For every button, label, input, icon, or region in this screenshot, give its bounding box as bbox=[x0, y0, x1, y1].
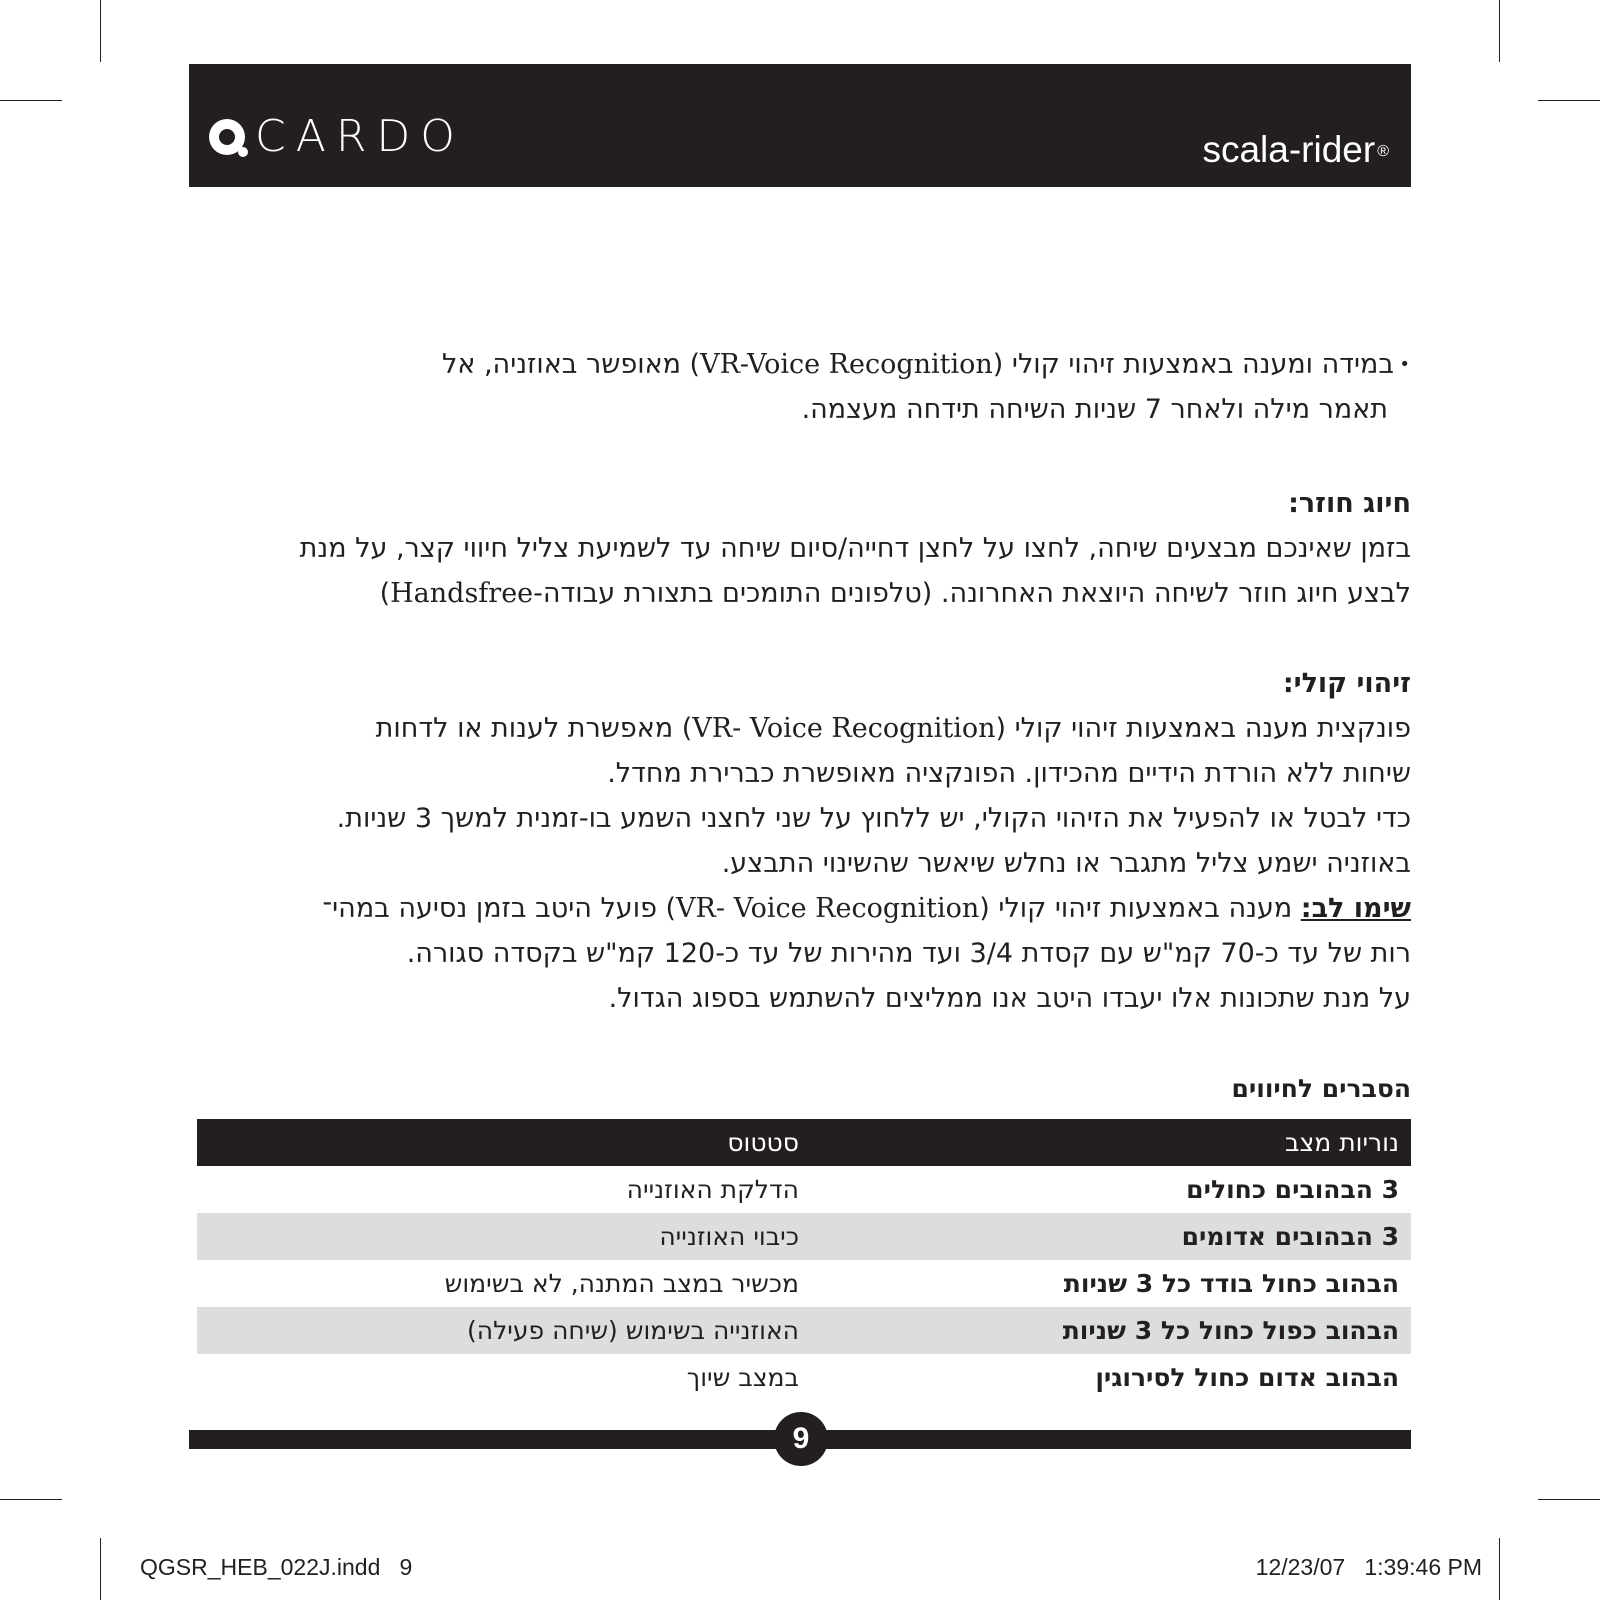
voice-body bbox=[322, 706, 1411, 1021]
latin-term: VR-Voice Recognition bbox=[700, 349, 993, 380]
indicator-table bbox=[197, 1119, 1411, 1401]
status-cell: כיבוי האוזנייה bbox=[659, 1222, 799, 1251]
note-label: שימו לב: bbox=[1300, 893, 1411, 924]
status-cell: במצב שיוך bbox=[686, 1363, 799, 1392]
led-cell: 3 הבהובים אדומים bbox=[1181, 1222, 1399, 1251]
registered-mark: ® bbox=[1377, 143, 1389, 160]
table-row bbox=[197, 1166, 1411, 1213]
cardo-logo-icon bbox=[207, 115, 251, 159]
voice-line-1 bbox=[322, 706, 1411, 751]
slug-filename: QGSR_HEB_022J.indd 9 bbox=[140, 1554, 413, 1580]
voice-line-4: באוזניה ישמע צליל מתגבר או נחלש שיאשר שהשינוי התבצע. bbox=[721, 848, 1411, 879]
voice-line-2: שיחות ללא הורדת הידיים מהכידון. הפונקציה מאופשרת כברירת מחדל. bbox=[607, 758, 1411, 789]
redial-line-2 bbox=[300, 571, 1411, 616]
text-segment: לבצע חיוג חוזר לשיחה היוצאת האחרונה. (טלפונים התומכים בתצורת עבודה- bbox=[533, 578, 1411, 609]
crop-mark bbox=[100, 0, 101, 62]
text-segment: פונקצית מענה באמצעות זיהוי קולי ( bbox=[995, 713, 1411, 744]
table-row bbox=[197, 1260, 1411, 1307]
voice-line-7: על מנת שתכונות אלו יעבדו היטב אנו ממליצים להשתמש בספוג הגדול. bbox=[608, 983, 1411, 1014]
latin-term: Handsfree bbox=[390, 578, 534, 609]
text-segment: ) מאופשר באוזניה, אל bbox=[442, 349, 701, 380]
table-row bbox=[197, 1354, 1411, 1401]
header-bar bbox=[189, 64, 1411, 187]
text-segment: ) מאפשרת לענות או לדחות bbox=[375, 713, 693, 744]
crop-mark bbox=[1499, 1538, 1500, 1600]
crop-mark bbox=[1538, 100, 1600, 101]
voice-line-6: רות של עד כ-70 קמ"ש עם קסדת 3/4 ועד מהירות של עד כ-120 קמ"ש בקסדה סגורה. bbox=[406, 938, 1411, 969]
product-brand bbox=[1202, 128, 1389, 172]
crop-mark bbox=[1499, 0, 1500, 62]
led-cell: הבהוב כחול בודד כל 3 שניות bbox=[1063, 1269, 1399, 1298]
status-cell: הדלקת האוזנייה bbox=[626, 1175, 799, 1204]
redial-line-1: בזמן שאינכם מבצעים שיחה, לחצו על לחצן דחייה/סיום שיחה עד לשמיעת צליל חיווי קצר, על מנת bbox=[299, 533, 1411, 564]
led-cell: הבהוב כפול כחול כל 3 שניות bbox=[1062, 1316, 1399, 1345]
column-header-status: סטטוס bbox=[727, 1128, 799, 1157]
led-cell: הבהוב אדום כחול לסירוגין bbox=[1095, 1363, 1399, 1392]
crop-mark bbox=[0, 100, 62, 101]
column-header-led: נוריות מצב bbox=[1285, 1128, 1399, 1157]
voice-line-3: כדי לבטל או להפעיל את הזיהוי הקולי, יש ללחוץ על שני לחצני השמע בו-זמנית למשך 3 שניות. bbox=[336, 803, 1411, 834]
slug-timestamp: 12/23/07 1:39:46 PM bbox=[1255, 1554, 1482, 1580]
redial-body bbox=[300, 526, 1411, 616]
redial-heading: חיוג חוזר: bbox=[1288, 488, 1411, 519]
crop-mark bbox=[0, 1499, 62, 1500]
bullet-line-1 bbox=[170, 342, 1410, 387]
table-title: הסברים לחיווים bbox=[1231, 1074, 1411, 1103]
cardo-logo bbox=[207, 112, 465, 162]
voice-heading: זיהוי קולי: bbox=[1282, 668, 1411, 699]
status-cell: מכשיר במצב המתנה, לא בשימוש bbox=[444, 1269, 799, 1298]
voice-line-5 bbox=[322, 886, 1411, 931]
latin-term: VR- Voice Recognition bbox=[692, 713, 996, 744]
bullet-icon: • bbox=[1399, 354, 1410, 375]
led-cell: 3 הבהובים כחולים bbox=[1186, 1175, 1399, 1204]
text-segment: במידה ומענה באמצעות זיהוי קולי ( bbox=[992, 349, 1394, 380]
text-segment: ) bbox=[379, 578, 391, 609]
logo-wordmark: CARDO bbox=[255, 111, 465, 162]
latin-term: VR- Voice Recognition bbox=[676, 893, 980, 924]
crop-mark bbox=[100, 1538, 101, 1600]
brand-name: scala-rider bbox=[1202, 129, 1376, 170]
text-segment: ) פועל היטב בזמן נסיעה במהי־ bbox=[322, 893, 677, 924]
table-row bbox=[197, 1213, 1411, 1260]
table-header-row bbox=[197, 1119, 1411, 1166]
page-number: 9 bbox=[774, 1412, 828, 1466]
status-cell: האוזנייה בשימוש (שיחה פעילה) bbox=[466, 1316, 799, 1345]
table-row bbox=[197, 1307, 1411, 1354]
bullet-paragraph bbox=[170, 342, 1410, 432]
text-segment: מענה באמצעות זיהוי קולי ( bbox=[979, 893, 1301, 924]
bullet-line-2: תאמר מילה ולאחר 7 שניות השיחה תידחה מעצמה. bbox=[801, 394, 1388, 425]
crop-mark bbox=[1538, 1499, 1600, 1500]
